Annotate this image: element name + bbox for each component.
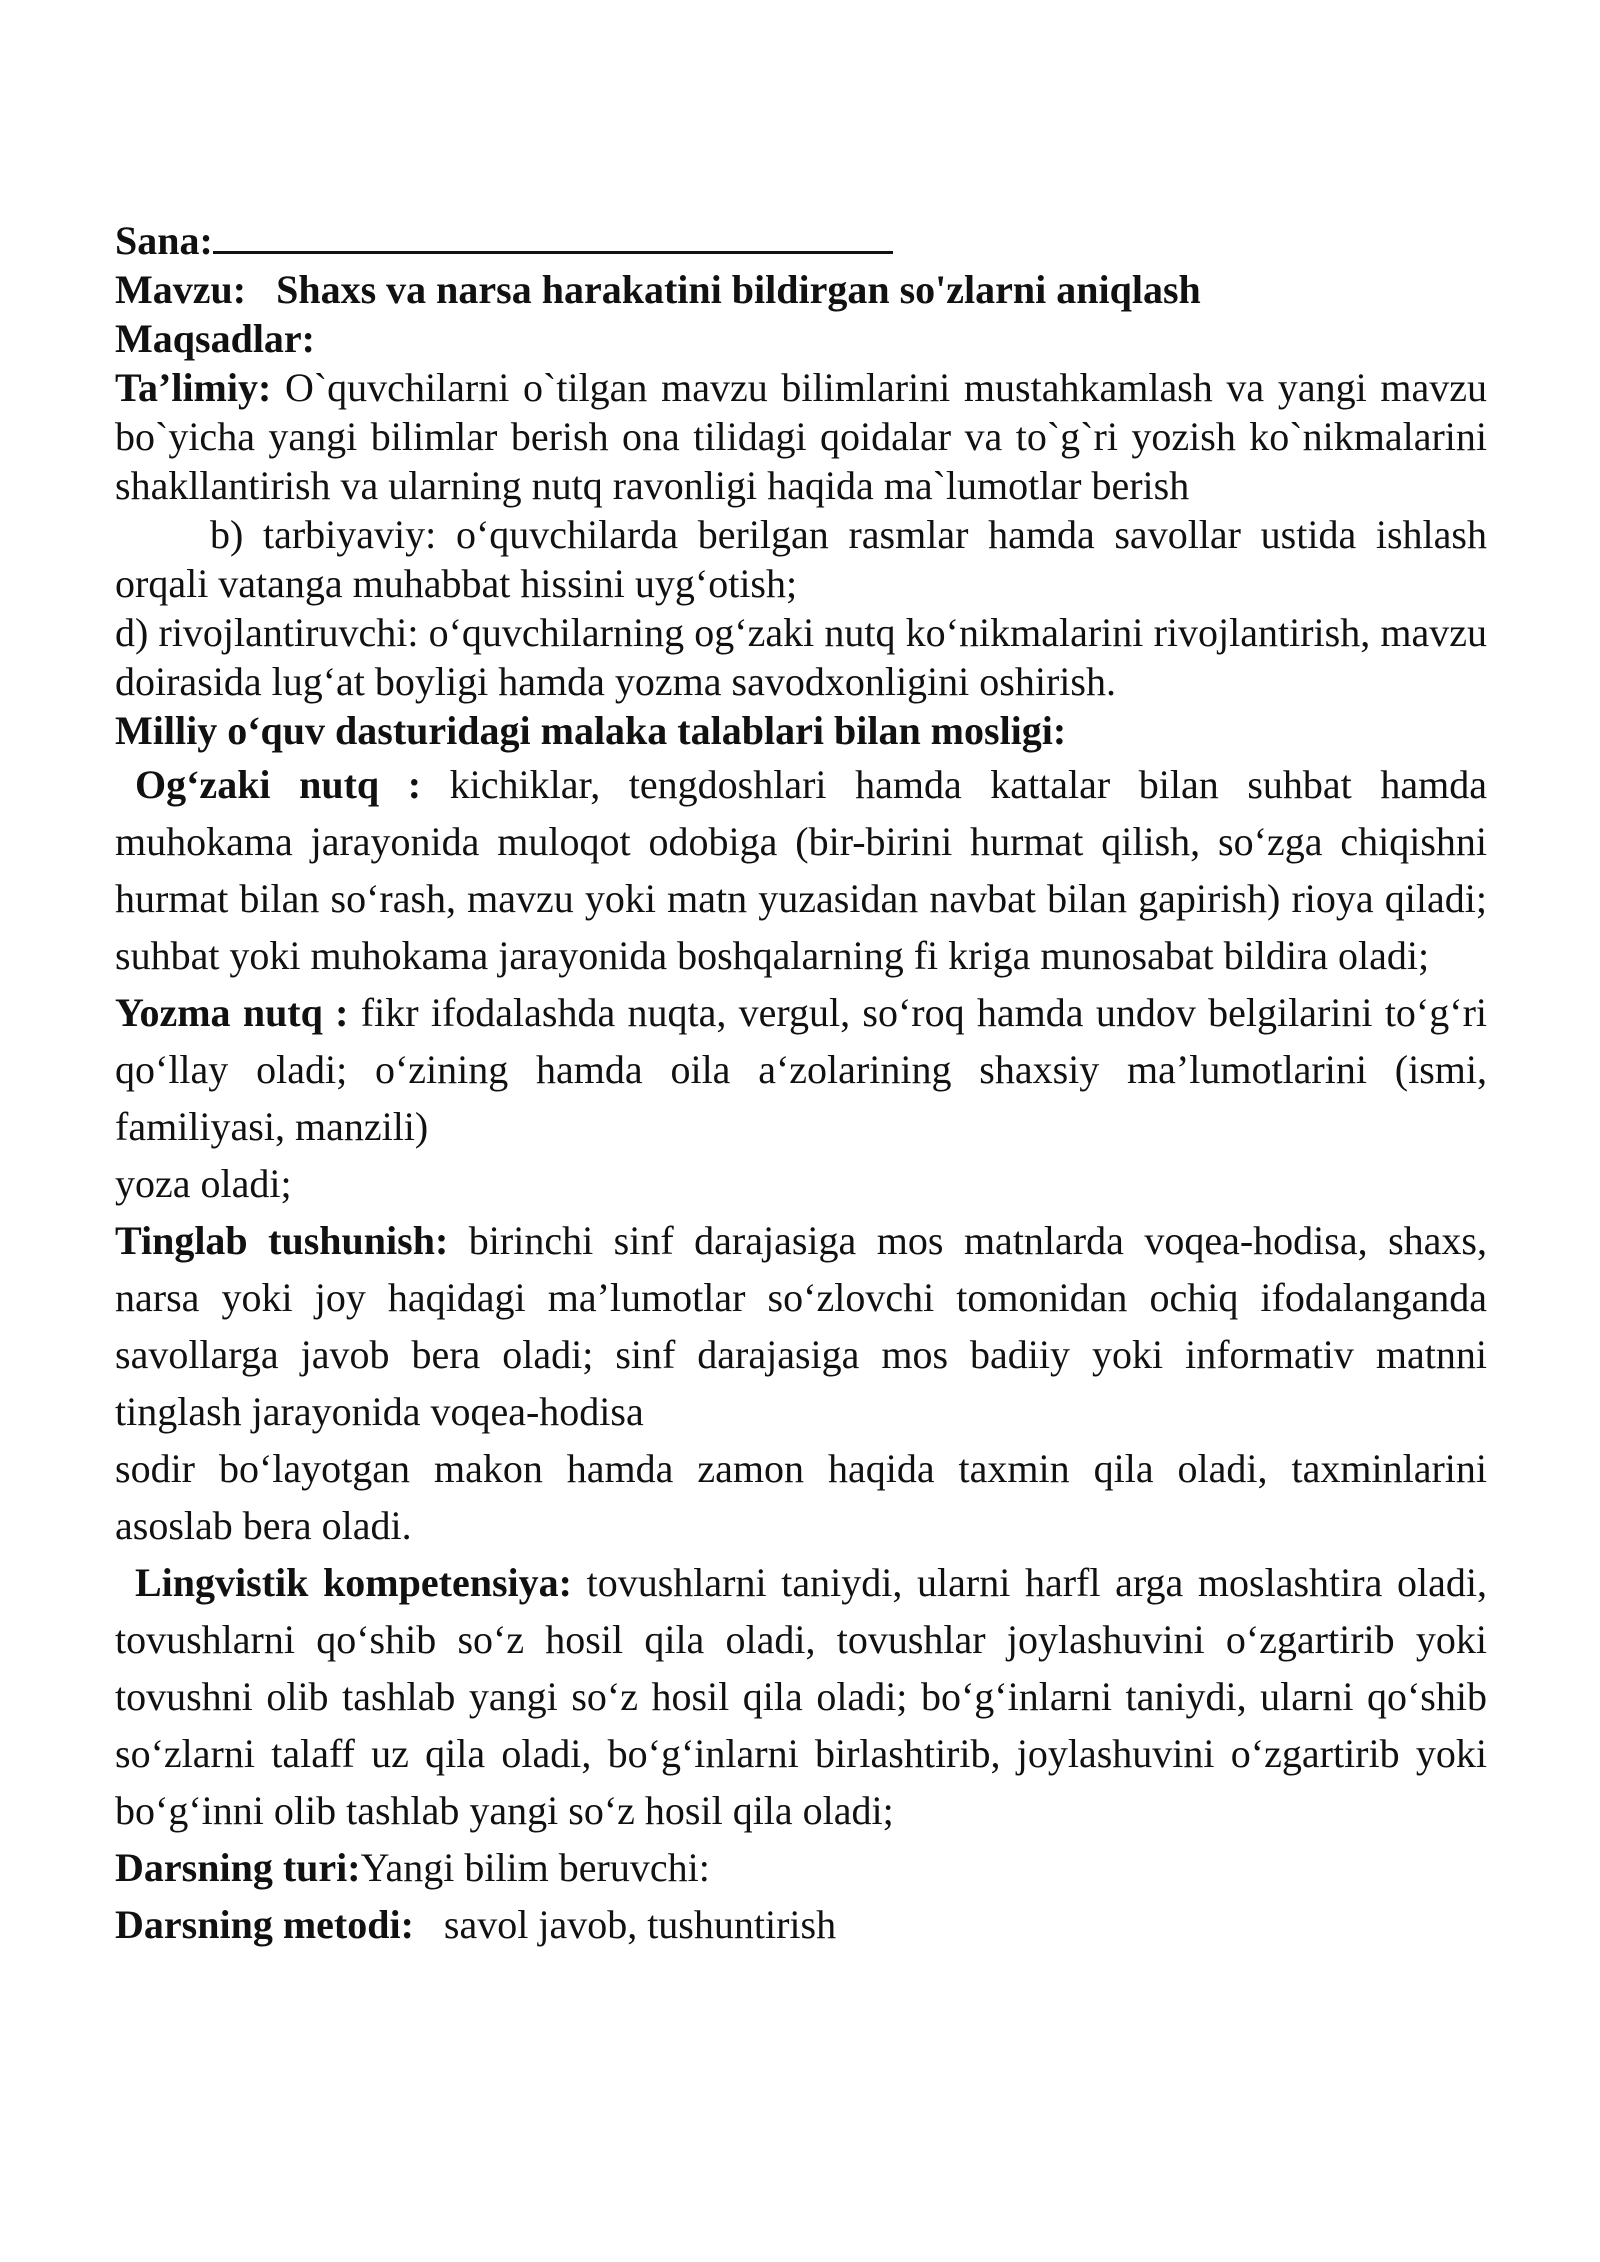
listening-paragraph [115, 1212, 1487, 1440]
date-label: Sana: [115, 218, 213, 263]
educational-goal-label: Ta’limiy: [115, 365, 272, 410]
oral-speech-paragraph [115, 756, 1487, 984]
educational-goal-text: O`quvchilarni o`tilgan mavzu bilimlarini mustahkamlash va yangi mavzu bo`yicha yangi bilimlar berish ona tilidagi qoidalar va to`g`ri yozish ko`nikmalarini shakllantirish va ularning nutq ravonligi haqida ma`lumotlar berish [115, 365, 1487, 508]
topic-text: Shaxs va narsa harakatini bildirgan so'zlarni aniqlash [276, 267, 1201, 312]
educational-goal [115, 363, 1487, 510]
written-speech-continuation: yoza oladi; [115, 1161, 292, 1206]
developmental-goal: d) rivojlantiruvchi: o‘quvchilarning og‘zaki nutq ko‘nikmalarini rivojlantirish, mavzu doirasida lug‘at boyligi hamda yozma savodxonligini oshirish. [115, 610, 1487, 704]
date-blank-line [213, 215, 893, 254]
date-line [115, 215, 1487, 265]
lesson-plan-document [115, 215, 1487, 1953]
written-speech-paragraph [115, 984, 1487, 1155]
upbringing-goal: b) tarbiyaviy: o‘quvchilarda berilgan rasmlar hamda savollar ustida ishlash orqali vatanga muhabbat hissini uyg‘otish; [115, 512, 1487, 606]
lesson-method-text: savol javob, tushuntirish [413, 1902, 837, 1947]
oral-speech-label: Og‘zaki nutq : [135, 762, 422, 807]
listening-continuation: sodir bo‘layotgan makon hamda zamon haqida taxmin qila oladi, taxminlarini asoslab bera oladi. [115, 1446, 1487, 1548]
lesson-type-line [115, 1839, 1487, 1896]
listening-label: Tinglab tushunish: [115, 1218, 449, 1263]
standards-heading: Milliy o‘quv dasturidagi malaka talablari bilan mosligi: [115, 708, 1067, 753]
lesson-method-line [115, 1896, 1487, 1953]
lesson-method-label: Darsning metodi: [115, 1902, 414, 1947]
written-speech-label: Yozma nutq : [115, 990, 349, 1035]
written-speech-text: fikr ifodalashda nuqta, vergul, so‘roq hamda undov belgilarini to‘g‘ri qo‘llay oladi; o‘zining hamda oila a‘zolarining shaxsiy ma’lumotlarini (ismi, familiyasi, manzili) [115, 990, 1488, 1149]
linguistic-competence-text: tovushlarni taniydi, ularni harfl arga moslashtira oladi, tovushlarni qo‘shib so‘z hosil qila oladi, tovushlar joylashuvini o‘zgartirib yoki tovushni olib tashlab yangi so‘z hosil qila oladi; bo‘g‘inlarni taniydi, ularni qo‘shib so‘zlarni talaff uz qila oladi, bo‘g‘inlarni birlashtirib, joylashuvini o‘zgartirib yoki bo‘g‘inni olib tashlab yangi so‘z hosil qila oladi; [115, 1560, 1487, 1833]
standards-section [115, 756, 1487, 1953]
lesson-type-text: Yangi bilim beruvchi: [360, 1845, 710, 1890]
linguistic-competence-label: Lingvistik kompetensiya: [135, 1560, 572, 1605]
topic-label: Mavzu: [115, 267, 247, 312]
goals-heading: Maqsadlar: [115, 316, 315, 361]
lesson-type-label: Darsning turi: [115, 1845, 361, 1890]
oral-speech-text: kichiklar, tengdoshlari hamda kattalar bilan suhbat hamda muhokama jarayonida muloqot odobiga (bir-birini hurmat qilish, so‘zga chiqishni hurmat bilan so‘rash, mavzu yoki matn yuzasidan navbat bilan gapirish) rioya qiladi; suhbat yoki muhokama jarayonida boshqalarning fi kriga munosabat bildira oladi; [115, 762, 1487, 978]
topic-line [115, 265, 1487, 314]
listening-text: birinchi sinf darajasiga mos matnlarda voqea-hodisa, shaxs, narsa yoki joy haqidagi ma’lumotlar so‘zlovchi tomonidan ochiq ifodalanganda savollarga javob bera oladi; sinf darajasiga mos badiiy yoki informativ matnni tinglash jarayonida voqea-hodisa [115, 1218, 1487, 1434]
linguistic-competence-paragraph [115, 1554, 1487, 1839]
